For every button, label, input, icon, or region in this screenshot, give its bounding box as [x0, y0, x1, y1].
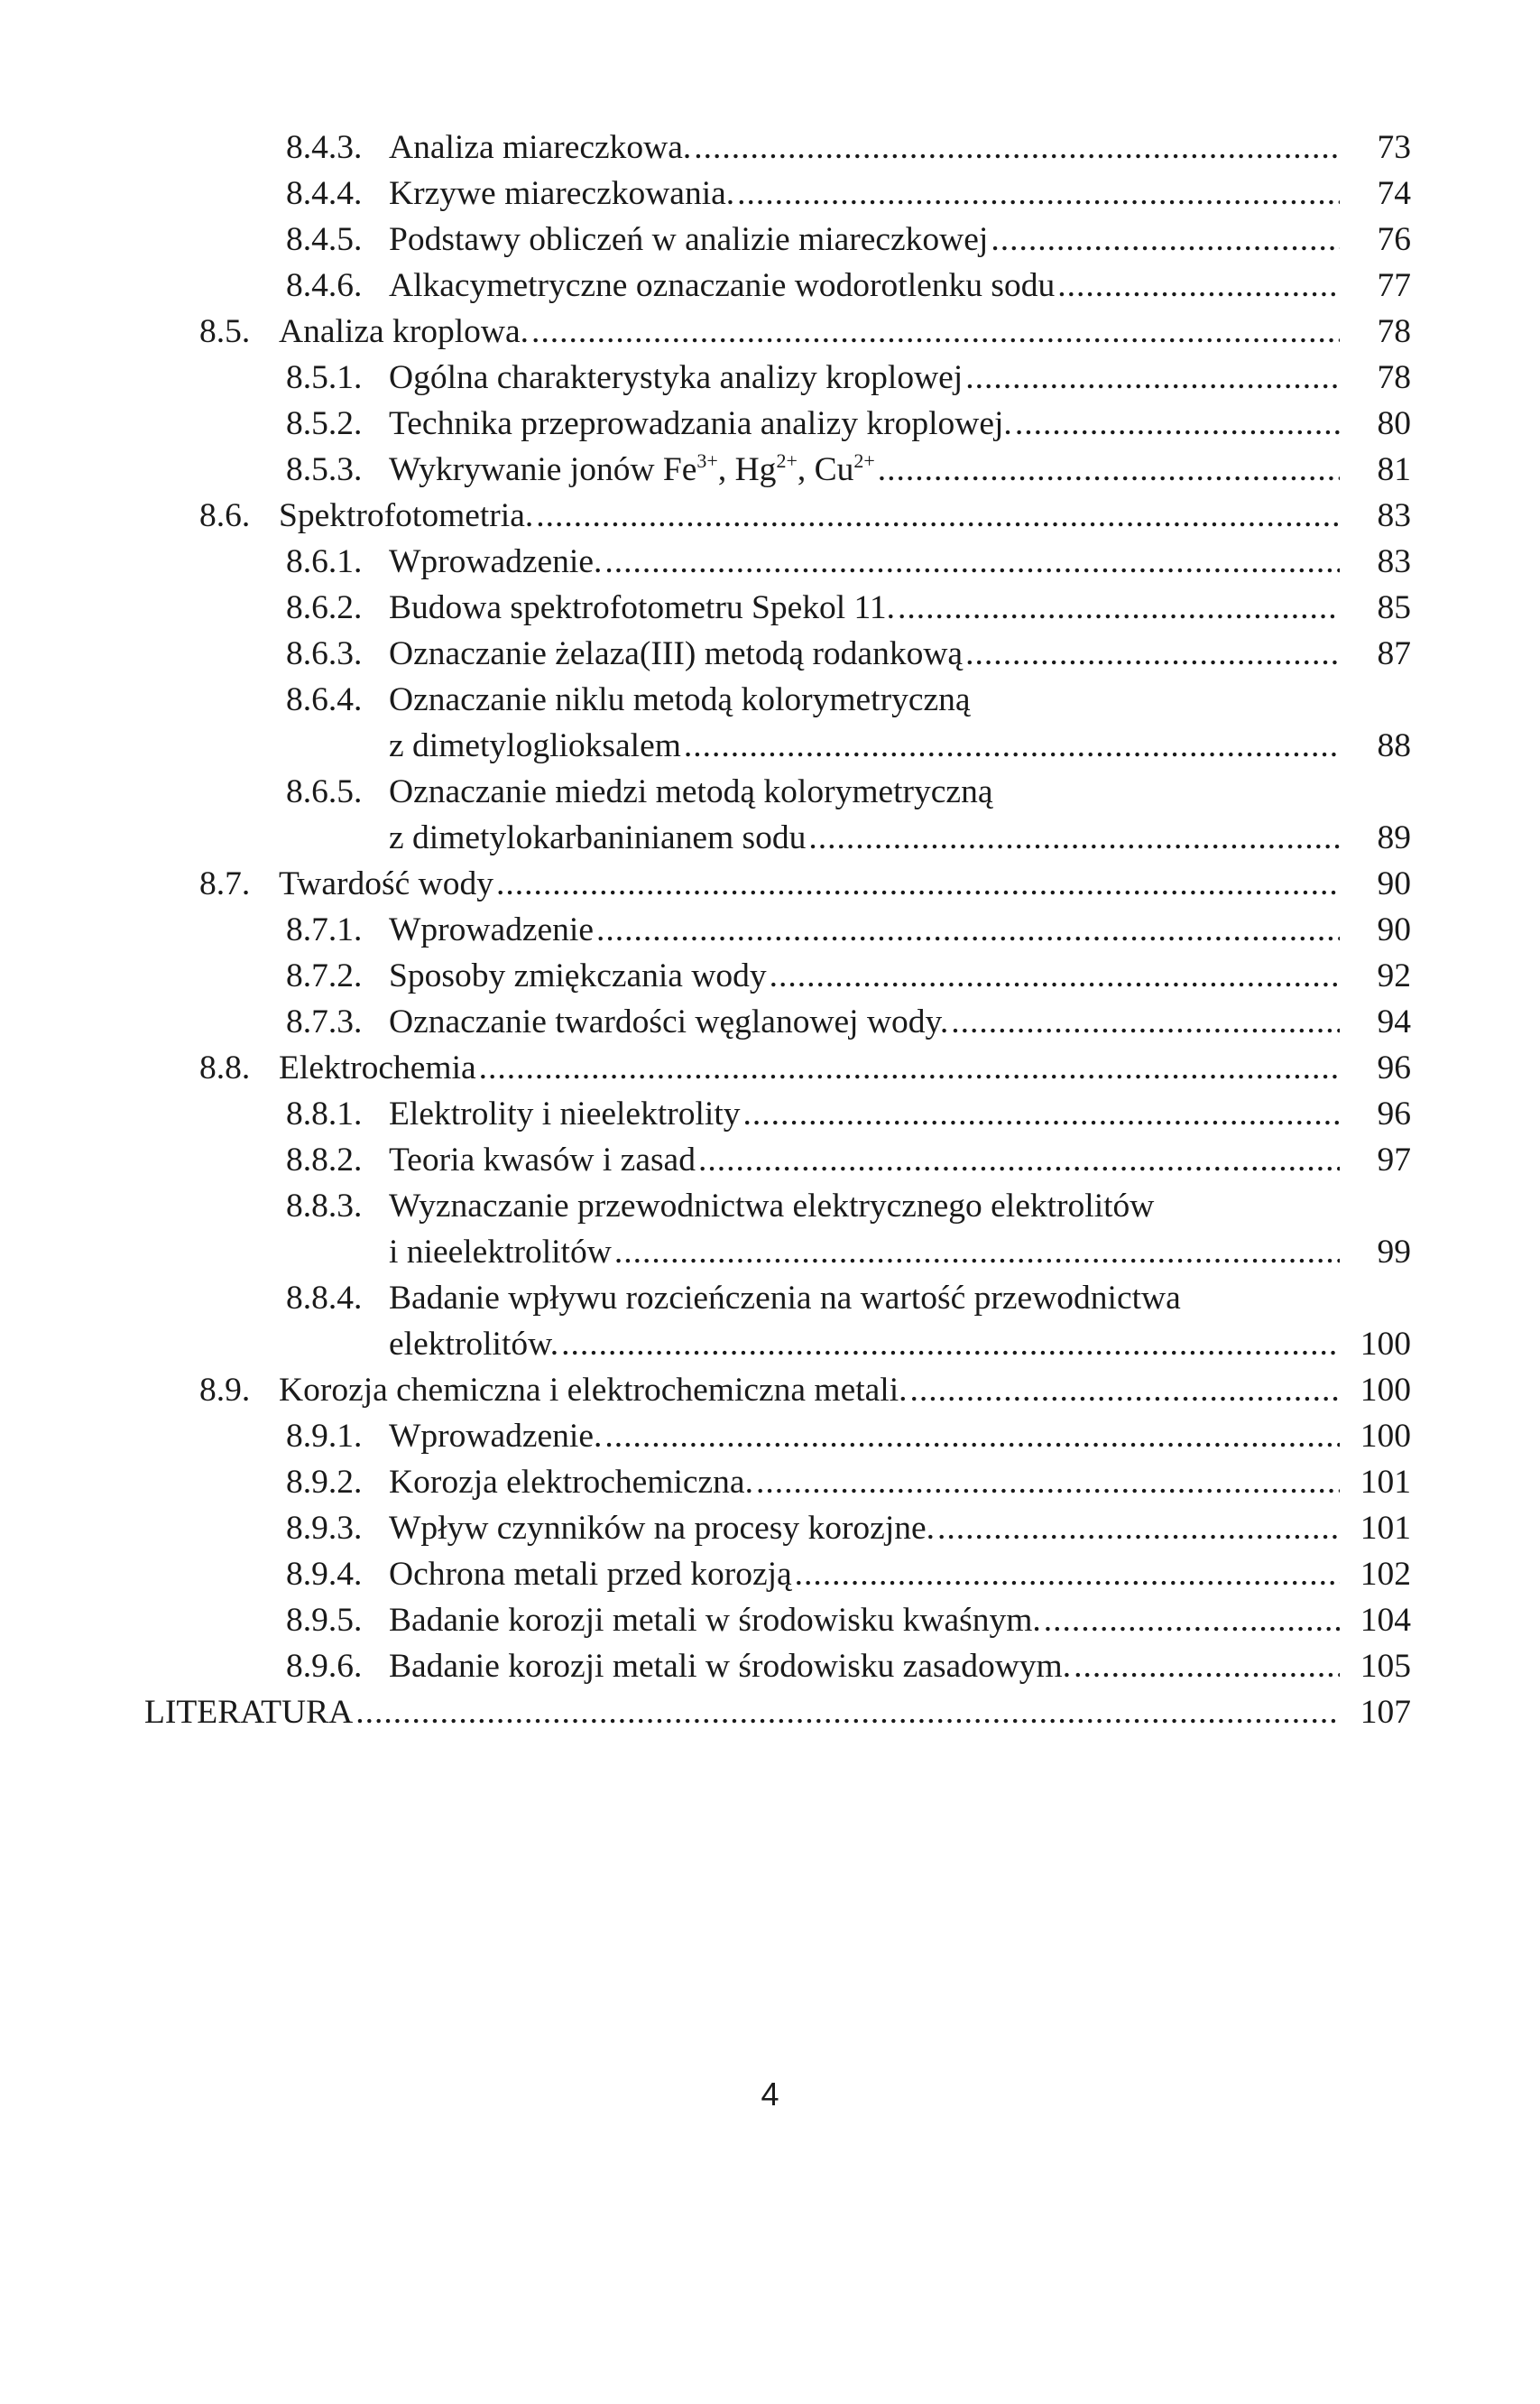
toc-number: 8.9.1. [286, 1418, 363, 1455]
toc-number: 8.5.3. [286, 451, 363, 488]
toc-page: 105 [1360, 1648, 1411, 1685]
toc-number: 8.5.1. [286, 359, 363, 396]
toc-entry-8-6-1 [0, 539, 1540, 585]
toc-page: 100 [1360, 1326, 1411, 1363]
toc-title-continued: z dimetyloglioksalem [389, 727, 681, 764]
toc-entry-8-8 [0, 1045, 1540, 1091]
leader-dots [1044, 1597, 1340, 1643]
toc-title: Twardość wody [279, 865, 493, 902]
toc-page: 81 [1377, 451, 1411, 488]
toc-number: 8.7. [199, 865, 251, 902]
toc-title: Analiza kroplowa. [279, 313, 529, 350]
toc-number: 8.9.3. [286, 1510, 363, 1547]
toc-number: 8.6.3. [286, 635, 363, 672]
toc-title: Wpływ czynników na procesy korozjne. [389, 1510, 936, 1547]
toc-entry-8-8-3 [0, 1183, 1540, 1275]
toc-page: 74 [1377, 175, 1411, 212]
toc-entry-8-9-3 [0, 1505, 1540, 1551]
toc-number: 8.6.2. [286, 589, 363, 626]
toc-entry-8-4-5 [0, 217, 1540, 263]
toc-page: 85 [1377, 589, 1411, 626]
toc-number: 8.7.2. [286, 957, 363, 994]
toc-title: Elektrolity i nieelektrolity [389, 1096, 741, 1133]
toc-title [389, 447, 875, 493]
leader-dots [808, 815, 1340, 861]
toc-entry-8-7-1 [0, 907, 1540, 953]
leader-dots [910, 1367, 1340, 1413]
toc-title: Sposoby zmiękczania wody [389, 957, 767, 994]
toc-entry-8-9-4 [0, 1551, 1540, 1597]
toc-number: 8.7.1. [286, 911, 363, 948]
toc-title-continued: elektrolitów. [389, 1326, 559, 1363]
toc-entry-literatura [0, 1689, 1540, 1735]
title-text: , Cu [797, 451, 854, 488]
leader-dots [1015, 401, 1340, 447]
leader-dots [531, 309, 1340, 355]
toc-page: 77 [1377, 267, 1411, 304]
toc-page: 78 [1377, 359, 1411, 396]
toc-entry-8-8-2 [0, 1137, 1540, 1183]
leader-dots [604, 1413, 1340, 1459]
leader-dots [951, 999, 1340, 1045]
toc-page: 96 [1377, 1049, 1411, 1086]
toc-title: Teoria kwasów i zasad [389, 1142, 696, 1179]
toc-number: 8.4.3. [286, 129, 363, 166]
toc-title: Oznaczanie twardości węglanowej wody. [389, 1003, 949, 1040]
toc-number: 8.4.6. [286, 267, 363, 304]
toc-page: 101 [1360, 1464, 1411, 1501]
toc-title: Badanie korozji metali w środowisku zasadowym. [389, 1648, 1072, 1685]
toc-title-continued: z dimetylokarbaninianem sodu [389, 819, 807, 856]
toc-number: 8.8.3. [286, 1188, 363, 1225]
toc-title: Wprowadzenie. [389, 543, 603, 580]
toc-entry-8-7-3 [0, 999, 1540, 1045]
toc-title: Analiza miareczkowa. [389, 129, 692, 166]
toc-page: 89 [1377, 819, 1411, 856]
leader-dots [1057, 263, 1340, 309]
toc-entry-8-5-2 [0, 401, 1540, 447]
toc-number: 8.6.1. [286, 543, 363, 580]
toc-title: Elektrochemia [279, 1049, 476, 1086]
toc-entry-8-9 [0, 1367, 1540, 1413]
toc-title: Podstawy obliczeń w analizie miareczkowej [389, 221, 989, 258]
leader-dots [737, 171, 1340, 217]
toc-number: 8.8.4. [286, 1280, 363, 1317]
toc-title-continued: i nieelektrolitów [389, 1234, 612, 1271]
leader-dots [965, 631, 1340, 677]
toc-number: 8.9.6. [286, 1648, 363, 1685]
toc-entry-8-4-6 [0, 263, 1540, 309]
toc-entry-8-9-6 [0, 1643, 1540, 1689]
toc-page: 101 [1360, 1510, 1411, 1547]
leader-dots [496, 861, 1340, 907]
toc-entry-8-6-4 [0, 677, 1540, 769]
toc-number: 8.6. [199, 497, 251, 534]
toc-title: Oznaczanie żelaza(III) metodą rodankową [389, 635, 964, 672]
toc-page: 88 [1377, 727, 1411, 764]
ion-charge-cu: 2+ [853, 449, 875, 472]
toc-entry-8-5-3 [0, 447, 1540, 493]
toc-page: 78 [1377, 313, 1411, 350]
toc-number: 8.6.5. [286, 773, 363, 810]
leader-dots [1074, 1643, 1340, 1689]
toc-title: LITERATURA [144, 1694, 354, 1731]
toc-page: 96 [1377, 1096, 1411, 1133]
leader-dots [937, 1505, 1340, 1551]
toc-title: Korozja elektrochemiczna. [389, 1464, 753, 1501]
toc-page: 104 [1360, 1602, 1411, 1639]
toc-entry-8-4-3 [0, 125, 1540, 171]
toc-number: 8.8. [199, 1049, 251, 1086]
toc-page: 83 [1377, 497, 1411, 534]
toc-title: Technika przeprowadzania analizy kroplowej. [389, 405, 1012, 442]
toc-page: 92 [1377, 957, 1411, 994]
leader-dots [614, 1229, 1340, 1275]
toc-title: Oznaczanie miedzi metodą kolorymetryczną [389, 773, 993, 810]
leader-dots [536, 493, 1340, 539]
leader-dots [698, 1137, 1340, 1183]
ion-charge-fe: 3+ [696, 449, 718, 472]
leader-dots [694, 125, 1340, 171]
toc-number: 8.4.5. [286, 221, 363, 258]
toc-page: 94 [1377, 1003, 1411, 1040]
toc-number: 8.9.4. [286, 1556, 363, 1593]
toc-entry-8-6 [0, 493, 1540, 539]
leader-dots [596, 907, 1340, 953]
toc-title: Ochrona metali przed korozją [389, 1556, 792, 1593]
leader-dots [756, 1459, 1340, 1505]
toc-page: 80 [1377, 405, 1411, 442]
toc-title: Korozja chemiczna i elektrochemiczna metali. [279, 1372, 908, 1409]
toc-entry-8-5-1 [0, 355, 1540, 401]
leader-dots [770, 953, 1340, 999]
leader-dots [479, 1045, 1340, 1091]
toc-title: Alkacymetryczne oznaczanie wodorotlenku sodu [389, 267, 1056, 304]
title-text: Wykrywanie jonów Fe [389, 451, 697, 488]
toc-entry-8-7-2 [0, 953, 1540, 999]
toc-page: 99 [1377, 1234, 1411, 1271]
toc-number: 8.9.2. [286, 1464, 363, 1501]
leader-dots [604, 539, 1340, 585]
toc-title: Wyznaczanie przewodnictwa elektrycznego elektrolitów [389, 1188, 1155, 1225]
leader-dots [991, 217, 1340, 263]
toc-page: 87 [1377, 635, 1411, 672]
toc-number: 8.8.1. [286, 1096, 363, 1133]
leader-dots [742, 1091, 1340, 1137]
table-of-contents [0, 125, 1540, 1735]
toc-entry-8-9-2 [0, 1459, 1540, 1505]
toc-title: Oznaczanie niklu metodą kolorymetryczną [389, 681, 971, 718]
toc-page: 90 [1377, 865, 1411, 902]
title-text: , Hg [717, 451, 777, 488]
toc-page: 83 [1377, 543, 1411, 580]
ion-charge-hg: 2+ [776, 449, 798, 472]
toc-entry-8-5 [0, 309, 1540, 355]
toc-number: 8.4.4. [286, 175, 363, 212]
leader-dots [795, 1551, 1340, 1597]
leader-dots [684, 723, 1340, 769]
toc-entry-8-9-5 [0, 1597, 1540, 1643]
leader-dots [878, 447, 1340, 493]
toc-number: 8.9.5. [286, 1602, 363, 1639]
toc-entry-8-6-2 [0, 585, 1540, 631]
toc-page: 100 [1360, 1418, 1411, 1455]
leader-dots [355, 1689, 1340, 1735]
toc-entry-8-8-4 [0, 1275, 1540, 1367]
toc-title: Wprowadzenie [389, 911, 594, 948]
leader-dots [965, 355, 1340, 401]
toc-entry-8-6-5 [0, 769, 1540, 861]
toc-title: Wprowadzenie. [389, 1418, 603, 1455]
toc-number: 8.5.2. [286, 405, 363, 442]
toc-page: 102 [1360, 1556, 1411, 1593]
toc-page: 107 [1360, 1694, 1411, 1731]
toc-number: 8.7.3. [286, 1003, 363, 1040]
toc-page: 73 [1377, 129, 1411, 166]
toc-title: Krzywe miareczkowania. [389, 175, 735, 212]
toc-page: 100 [1360, 1372, 1411, 1409]
toc-number: 8.8.2. [286, 1142, 363, 1179]
toc-entry-8-8-1 [0, 1091, 1540, 1137]
toc-page: 90 [1377, 911, 1411, 948]
toc-entry-8-9-1 [0, 1413, 1540, 1459]
toc-title: Spektrofotometria. [279, 497, 534, 534]
toc-entry-8-4-4 [0, 171, 1540, 217]
toc-title: Badanie wpływu rozcieńczenia na wartość przewodnictwa [389, 1280, 1181, 1317]
toc-entry-8-7 [0, 861, 1540, 907]
toc-number: 8.5. [199, 313, 251, 350]
page-number: 4 [761, 2076, 779, 2113]
toc-title: Ogólna charakterystyka analizy kroplowej [389, 359, 964, 396]
leader-dots [561, 1321, 1340, 1367]
toc-entry-8-6-3 [0, 631, 1540, 677]
toc-page: 76 [1377, 221, 1411, 258]
toc-number: 8.6.4. [286, 681, 363, 718]
toc-title: Budowa spektrofotometru Spekol 11. [389, 589, 896, 626]
leader-dots [898, 585, 1340, 631]
toc-page: 97 [1377, 1142, 1411, 1179]
toc-number: 8.9. [199, 1372, 251, 1409]
toc-title: Badanie korozji metali w środowisku kwaśnym. [389, 1602, 1041, 1639]
